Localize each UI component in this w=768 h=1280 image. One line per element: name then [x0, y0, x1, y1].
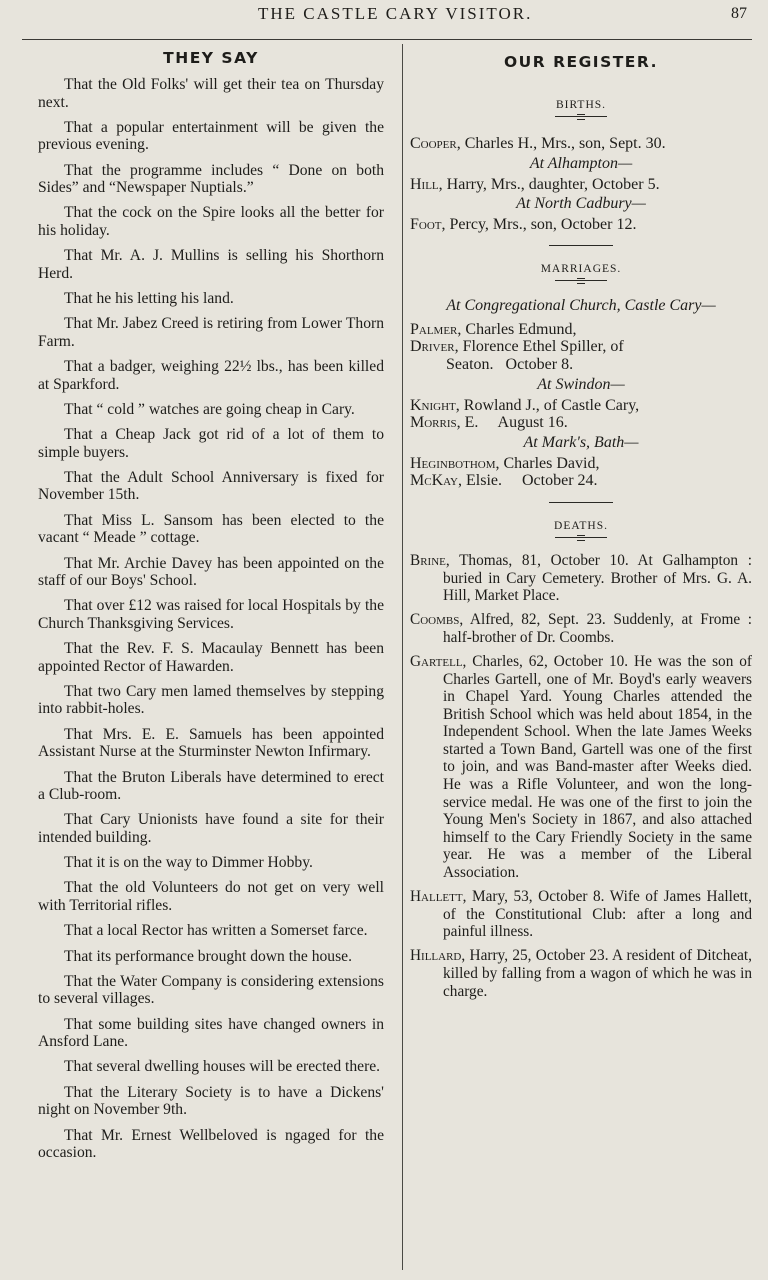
section-ornament	[555, 280, 607, 281]
birth-entry	[410, 216, 752, 234]
entry-details: , Florence Ethel Spiller, of	[454, 338, 624, 356]
death-entry	[410, 552, 752, 605]
they-say-list	[38, 76, 384, 1162]
birth-entry	[410, 176, 752, 194]
surname: Hillard	[410, 947, 462, 965]
list-item: That the cock on the Spire looks all the better for his holiday.	[38, 204, 384, 239]
marriage-entry-line: Seaton. October 8.	[446, 355, 574, 373]
list-item: That Miss L. Sansom has been elected to the vacant “ Meade ” cottage.	[38, 511, 384, 547]
marriage-entry-line	[410, 414, 752, 432]
entry-details: , Elsie. October 24.	[458, 472, 598, 490]
list-item: That several dwelling houses will be erected there.	[64, 1058, 381, 1076]
list-item: That two Cary men lamed themselves by stepping into rabbit-holes.	[38, 682, 384, 718]
section-ornament	[555, 116, 607, 117]
header-rule	[22, 39, 752, 40]
place-heading: At Congregational Church, Castle Cary—	[446, 296, 716, 314]
surname: Brine	[410, 551, 446, 569]
entry-details: , Mary, 53, October 8. Wife of James Hallett, of the Constitutional Club: after a long and painful illness.	[443, 888, 752, 941]
surname: Foot	[410, 216, 442, 234]
entry-details: , Rowland J., of Castle Cary,	[455, 396, 640, 414]
place-heading: At Mark's, Bath—	[523, 433, 639, 451]
list-item: That he his letting his land.	[64, 289, 234, 307]
surname: Gartell	[410, 652, 463, 670]
they-say-column	[38, 46, 384, 1169]
list-item: That Mr. Ernest Wellbeloved is ngaged for the occasion.	[38, 1126, 384, 1162]
entry-details: , Charles David,	[495, 454, 600, 472]
marriage-entry-line	[410, 455, 752, 473]
surname: Heginbothom	[410, 454, 496, 472]
surname: Palmer	[410, 320, 458, 338]
surname: Hill	[410, 175, 439, 193]
surname: Cooper	[410, 135, 457, 152]
list-item: That the Literary Society is to have a Dickens' night on November 9th.	[38, 1083, 384, 1119]
list-item: That Cary Unionists have found a site for their intended building.	[38, 811, 384, 846]
list-item: That over £12 was raised for local Hospitals by the Church Thanksgiving Services.	[38, 597, 384, 632]
death-entry	[410, 653, 752, 882]
deaths-heading: DEATHS.	[554, 519, 608, 532]
list-item: That “ cold ” watches are going cheap in Cary.	[64, 400, 355, 418]
journal-title: THE CASTLE CARY VISITOR.	[258, 4, 533, 23]
entry-details: , Charles Edmund,	[457, 320, 577, 338]
section-ornament	[555, 537, 607, 538]
surname: McKay	[410, 472, 458, 490]
they-say-heading: THEY SAY	[163, 49, 259, 67]
list-item: That Mr. Archie Davey has been appointed on the staff of our Boys' School.	[38, 554, 384, 590]
marriages-section	[410, 263, 752, 490]
entry-details: , Harry, Mrs., daughter, October 5.	[438, 175, 660, 193]
list-item: That a local Rector has written a Somerset farce.	[64, 922, 368, 940]
entry-details: , Charles H., Mrs., son, Sept. 30.	[456, 135, 666, 152]
births-section	[410, 99, 752, 234]
entry-details: , Thomas, 81, October 10. At Galhampton : buried in Cary Cemetery. Brother of Mrs. G. A. Hill, Market Place.	[443, 551, 752, 605]
list-item: That a Cheap Jack got rid of a lot of them to simple buyers.	[38, 426, 384, 461]
column-divider	[402, 44, 403, 1270]
surname: Hallett	[410, 888, 463, 906]
marriage-entry-line	[410, 338, 752, 356]
death-entry	[410, 888, 752, 941]
page-number: 87	[731, 5, 747, 22]
list-item: That the old Volunteers do not get on very well with Territorial rifles.	[38, 879, 384, 914]
marriages-heading: MARRIAGES.	[540, 262, 622, 275]
entry-details: , E. August 16.	[456, 414, 568, 432]
births-heading: BIRTHS.	[555, 99, 607, 111]
list-item: That Mr. Jabez Creed is retiring from Lower Thorn Farm.	[38, 315, 384, 350]
list-item: That some building sites have changed owners in Ansford Lane.	[38, 1015, 384, 1051]
birth-entry	[410, 135, 752, 153]
list-item: That Mr. A. J. Mullins is selling his Shorthorn Herd.	[38, 247, 384, 282]
death-entry	[410, 947, 752, 1000]
list-item: That the Old Folks' will get their tea on Thursday next.	[38, 76, 384, 111]
deaths-section	[410, 520, 752, 1000]
surname: Coombs	[410, 611, 460, 629]
list-item: That a popular entertainment will be given the previous evening.	[38, 118, 384, 154]
entry-details: , Percy, Mrs., son, October 12.	[441, 216, 637, 234]
marriage-entry-line	[410, 397, 752, 415]
list-item: That its performance brought down the house.	[64, 947, 352, 965]
list-item: That the Adult School Anniversary is fixed for November 15th.	[38, 468, 384, 504]
surname: Morris	[410, 414, 457, 432]
list-item: That Mrs. E. E. Samuels has been appointed Assistant Nurse at the Sturminster Newton Infirmary.	[38, 725, 384, 761]
marriage-entry-line	[410, 321, 752, 339]
death-entry	[410, 611, 752, 646]
marriage-entry-line	[410, 472, 752, 490]
register-heading: OUR REGISTER.	[503, 53, 659, 71]
register-column	[410, 46, 752, 1007]
entry-details: , Charles, 62, October 10. He was the son of Charles Gartell, one of Mr. Boyd's early weavers in Chapel Yard. Young Charles attended the British School which was held about 1854, in the Independent School. When the late James Weeks started a Town Band, Gartell was one of the first to join, and was Band-master after Weeks died. He was a Rifle Volunteer, and won the long-service medal. He was one of the first to join the Young Men's Society in 1867, and also attached himself to the Cary Friendly Society in the same year. He was a member of the Liberal Association.	[443, 652, 752, 882]
surname: Knight	[410, 396, 456, 414]
surname: Driver	[410, 338, 455, 356]
entry-details: , Harry, 25, October 23. A resident of Ditcheat, killed by falling from a wagon of which he was in charge.	[443, 947, 752, 1000]
list-item: That the Rev. F. S. Macaulay Bennett has been appointed Rector of Hawarden.	[38, 640, 384, 675]
list-item: That the programme includes “ Done on both Sides” and “Newspaper Nuptials.”	[38, 161, 384, 197]
place-heading: At Swindon—	[537, 375, 625, 393]
list-item: That the Bruton Liberals have determined to erect a Club-room.	[38, 768, 384, 804]
entry-details: , Alfred, 82, Sept. 23. Suddenly, at Frome : half-brother of Dr. Coombs.	[443, 611, 752, 646]
place-heading: At Alhampton—	[529, 154, 633, 172]
list-item: That it is on the way to Dimmer Hobby.	[64, 854, 313, 872]
list-item: That the Water Company is considering extensions to several villages.	[38, 972, 384, 1008]
list-item: That a badger, weighing 22½ lbs., has been killed at Sparkford.	[38, 358, 384, 393]
place-heading: At North Cadbury—	[516, 195, 646, 213]
running-header	[0, 0, 768, 40]
